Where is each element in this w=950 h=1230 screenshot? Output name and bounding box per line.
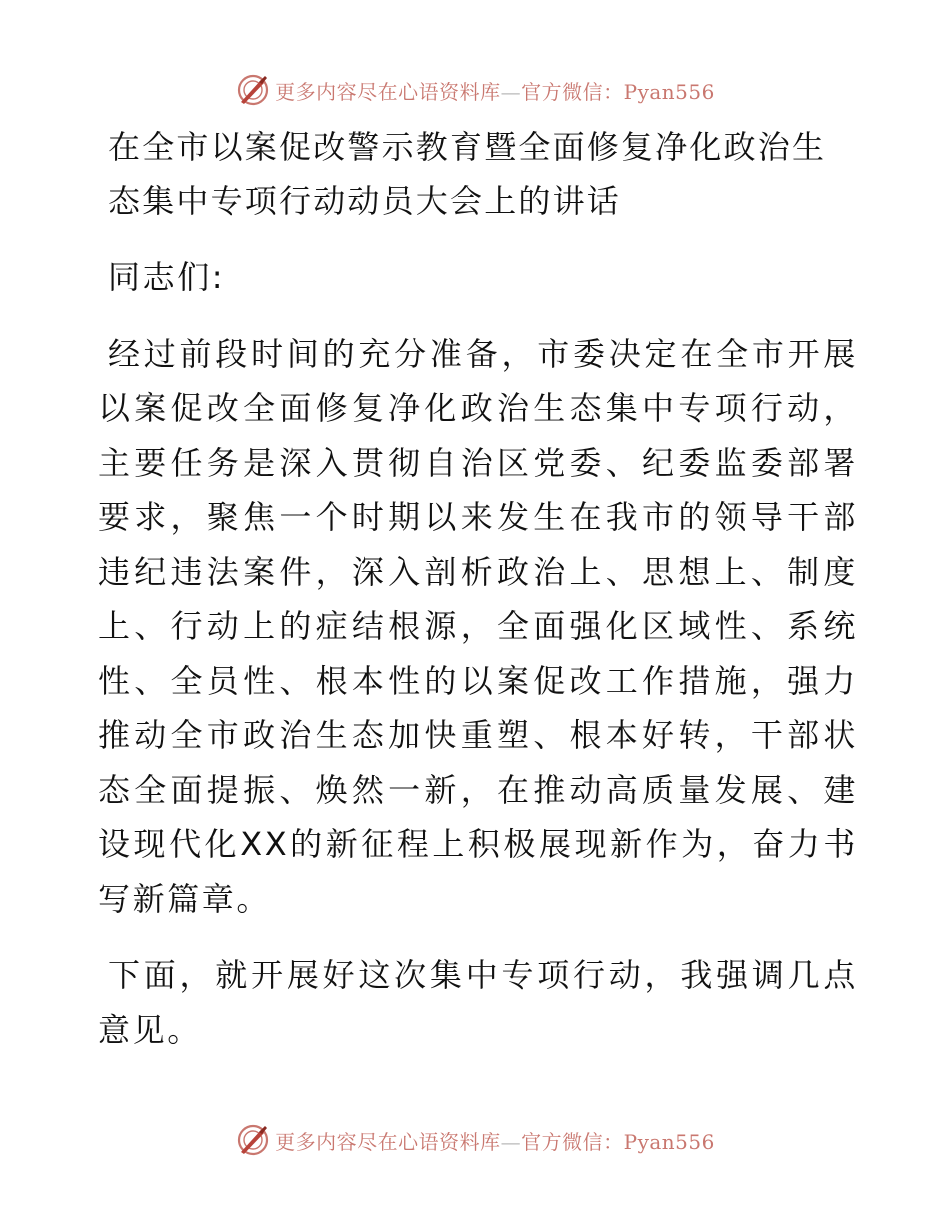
footer-separator: — bbox=[500, 1129, 522, 1154]
paragraph-2: 下面，就开展好这次集中专项行动，我强调几点意见。 bbox=[98, 956, 858, 1049]
quill-logo-icon bbox=[235, 72, 271, 108]
header-watermark-text bbox=[275, 76, 715, 105]
paragraph-1: 经过前段时间的充分准备，市委决定在全市开展以案促改全面修复净化政治生态集中专项行动，主要任务是深入贯彻自治区党委、纪委监委部署要求，聚焦一个时期以来发生在我市的领导干部违纪违法案件，深入剖析政治上、思想上、制度上、行动上的症结根源，全面强化区域性、系统性、全员性、根本性的以案促改工作措施，强力推动全市政治生态加快重塑、根本好转，干部状态全面提振、焕然一新，在推动高质量发展、建设现代化XX的新征程上积极展现新作为，奋力书写新篇章。 bbox=[98, 334, 858, 918]
footer-site-text: 更多内容尽在心语资料库 bbox=[275, 1129, 501, 1154]
salutation: 同志们: bbox=[108, 258, 226, 296]
header-watermark bbox=[0, 70, 950, 110]
footer-watermark-text bbox=[275, 1126, 715, 1155]
quill-logo-icon bbox=[235, 1122, 271, 1158]
header-separator: — bbox=[500, 79, 522, 104]
footer-contact-text: 官方微信：Pyan556 bbox=[521, 1129, 715, 1154]
header-site-text: 更多内容尽在心语资料库 bbox=[275, 79, 501, 104]
document-body bbox=[98, 120, 858, 1057]
document-title: 在全市以案促改警示教育暨全面修复净化政治生态集中专项行动动员大会上的讲话 bbox=[108, 128, 827, 220]
header-contact-text: 官方微信：Pyan556 bbox=[521, 79, 715, 104]
footer-watermark bbox=[0, 1120, 950, 1160]
